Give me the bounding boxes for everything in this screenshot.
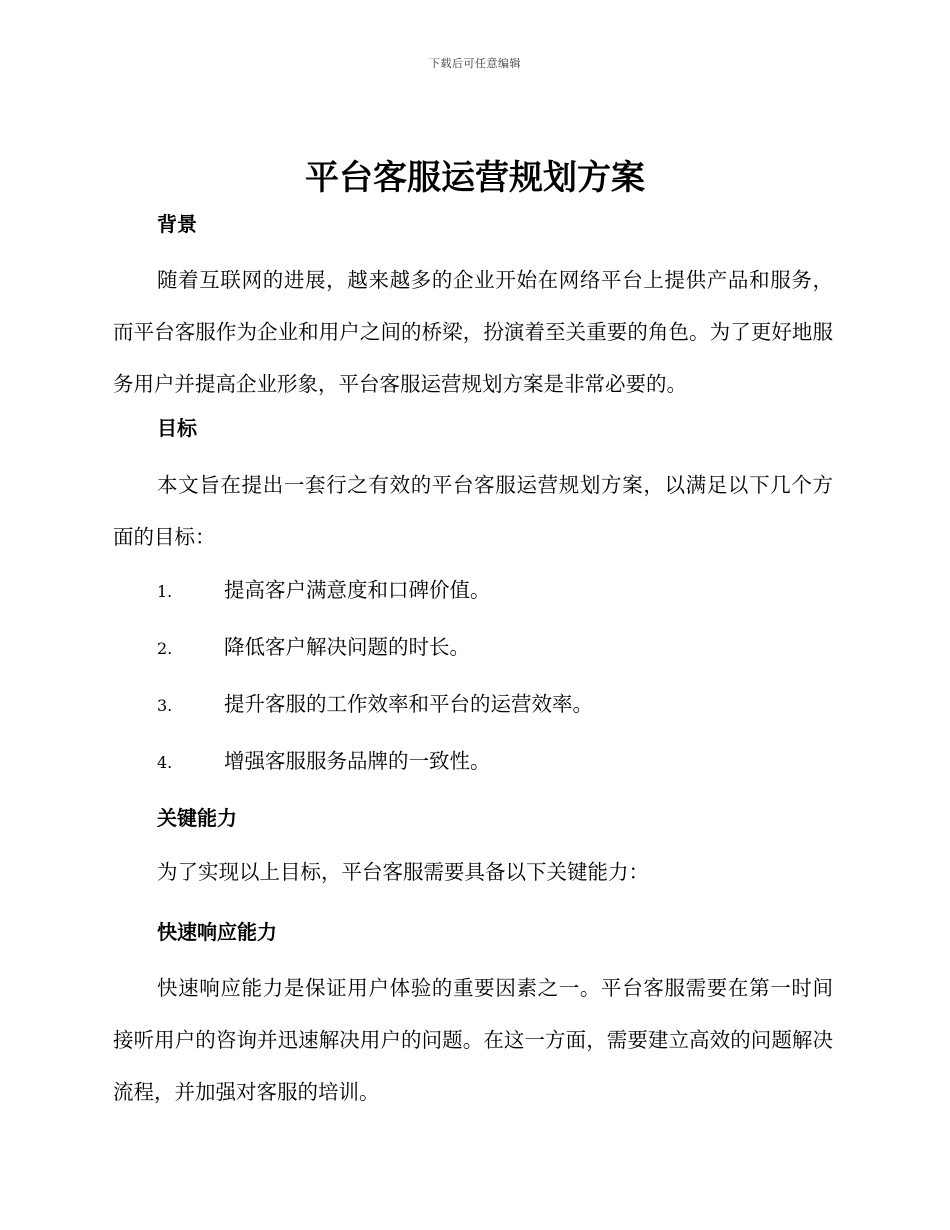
list-item — [157, 573, 491, 603]
section-heading-capabilities: 关键能力 — [157, 806, 237, 830]
list-item-number: 4. — [157, 753, 173, 772]
list-item-text: 增强客服服务品牌的一致性。 — [224, 749, 491, 773]
list-item-text: 提高客户满意度和口碑价值。 — [224, 578, 491, 602]
section-heading-fast-response: 快速响应能力 — [157, 920, 277, 944]
list-item — [157, 744, 491, 774]
list-item-number: 3. — [157, 696, 173, 715]
paragraph-capabilities: 为了实现以上目标，平台客服需要具备以下关键能力： — [157, 860, 649, 884]
document-title: 平台客服运营规划方案 — [305, 158, 645, 198]
list-item — [157, 630, 470, 660]
list-item-text: 降低客户解决问题的时长。 — [224, 635, 470, 659]
header-note: 下载后可任意编辑 — [429, 57, 521, 70]
list-item-number: 1. — [157, 582, 173, 601]
section-heading-background: 背景 — [157, 212, 197, 236]
section-heading-goals: 目标 — [157, 416, 197, 440]
paragraph-fast-response: 快速响应能力是保证用户体验的重要因素之一。平台客服需要在第一时间接听用户的咨询并迅速解决用户的问题。在这一方面，需要建立高效的问题解决流程，并加强对客服的培训。 — [113, 976, 833, 1104]
paragraph-background: 随着互联网的进展，越来越多的企业开始在网络平台上提供产品和服务，而平台客服作为企业和用户之间的桥梁，扮演着至关重要的角色。为了更好地服务用户并提高企业形象，平台客服运营规划方案是非常必要的。 — [113, 268, 833, 396]
paragraph-goals: 本文旨在提出一套行之有效的平台客服运营规划方案，以满足以下几个方面的目标： — [113, 473, 833, 549]
list-item-text: 提升客服的工作效率和平台的运营效率。 — [224, 692, 593, 716]
list-item-number: 2. — [157, 639, 173, 658]
list-item — [157, 687, 593, 717]
